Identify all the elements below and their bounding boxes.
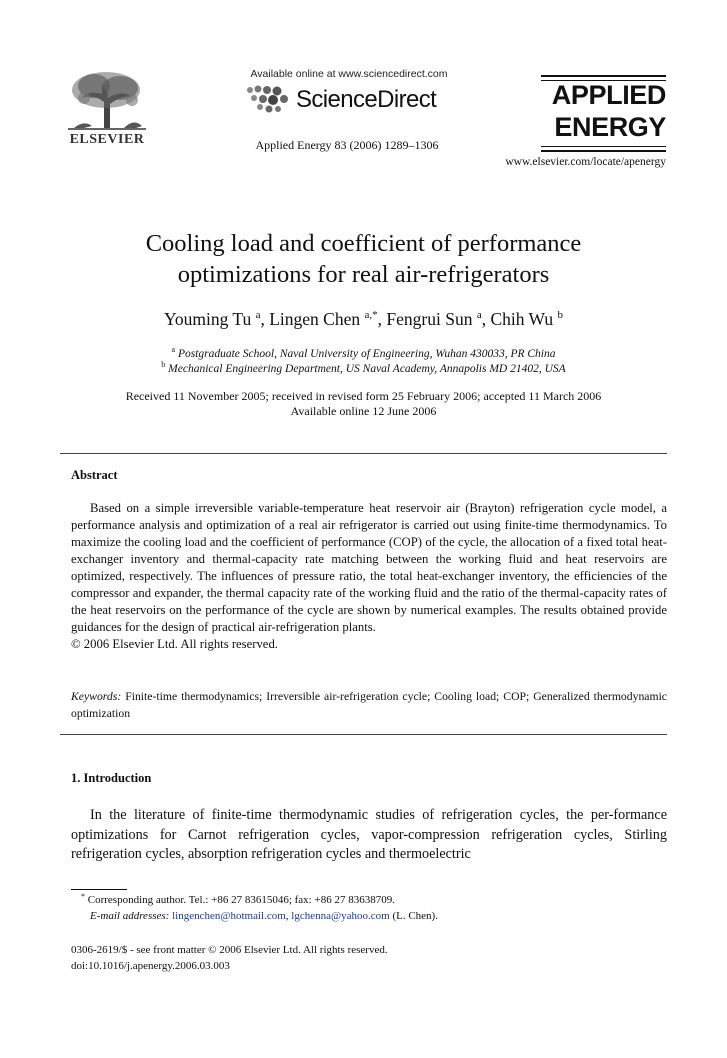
journal-url-link[interactable]: www.elsevier.com/locate/apenergy (505, 156, 666, 168)
author-name[interactable]: Chih Wu (490, 309, 554, 329)
keywords (71, 689, 667, 722)
author-separator: , (481, 309, 491, 329)
email-label: E-mail addresses: (90, 910, 170, 922)
email-link[interactable]: lgchenna@yahoo.com (291, 910, 390, 922)
email-suffix: (L. Chen). (389, 910, 438, 922)
affiliation-a (60, 345, 667, 360)
section-divider (60, 734, 667, 735)
author-name[interactable]: Fengrui Sun (386, 309, 473, 329)
article-title (60, 228, 667, 290)
author-name[interactable]: Youming Tu (163, 309, 252, 329)
sciencedirect-brand: ScienceDirect (296, 86, 437, 113)
email-link[interactable]: lingenchen@hotmail.com (172, 910, 286, 922)
affiliation-b (60, 360, 667, 375)
received-dates: Received 11 November 2005; received in revised form 25 February 2006; accepted 11 March 2006 (125, 389, 602, 403)
abstract-paragraph: Based on a simple irreversible variable-temperature heat reservoir air (Brayton) refrigeration cycle model, a performance analysis and optimization of a real air refrigerator is carried out using finite-time thermodynamics. To maximize the cooling load and the coefficient of performance (COP) of the cycle, the allocation of a fixed total heat-exchanger inventory and thermal-capacity rate matching between the working fluid and heat reservoirs are optimized, respectively. The influences of pressure ratio, the total heat-exchanger inventory, the efficiencies of the compressor and expander, the thermal capacity rate of the working fluid and the ratio of the thermal-capacity rates of the heat reservoirs on the performance of the cycle are shown by numerical examples. The results obtained provide guidances for the design of practical air-refrigeration plants. (71, 501, 667, 634)
email-footnote (90, 910, 438, 922)
author-name[interactable]: Lingen Chen (269, 309, 361, 329)
keywords-text: Finite-time thermodynamics; Irreversible air-refrigeration cycle; Cooling load; COP; Generalized thermodynamic optimization (71, 690, 667, 720)
affiliation-text: Postgraduate School, Naval University of Engineering, Wuhan 430033, PR China (177, 348, 556, 360)
introduction-heading: 1. Introduction (71, 771, 152, 785)
front-matter-notice: 0306-2619/$ - see front matter © 2006 Elsevier Ltd. All rights reserved. (71, 944, 388, 956)
keywords-label: Keywords: (71, 690, 122, 703)
abstract-heading: Abstract (71, 468, 118, 482)
brand-rule (541, 150, 666, 152)
brand-rule (541, 75, 666, 77)
author-list (60, 309, 667, 330)
journal-brand-line1: APPLIED (551, 80, 666, 110)
available-online-text: Available online at www.sciencedirect.com (250, 68, 448, 80)
sciencedirect-dots-icon (244, 84, 294, 114)
available-online-date: Available online 12 June 2006 (290, 404, 437, 418)
abstract-copyright: © 2006 Elsevier Ltd. All rights reserved. (71, 637, 278, 651)
abstract-body (71, 500, 667, 653)
affiliation-text: Mechanical Engineering Department, US Naval Academy, Annapolis MD 21402, USA (168, 363, 566, 375)
corresponding-author-text: Corresponding author. Tel.: +86 27 83615046; fax: +86 27 83638709. (87, 894, 395, 906)
title-line: Cooling load and coefficient of performance (145, 230, 582, 257)
author-separator: , (377, 309, 387, 329)
author-affiliation-mark: a (255, 309, 261, 321)
footnote-divider (71, 889, 127, 890)
footnote-mark: * (81, 892, 85, 901)
author-affiliation-mark: a (476, 309, 482, 321)
corresponding-author-footnote (81, 894, 395, 906)
title-line: optimizations for real air-refrigerators (177, 261, 550, 288)
author-separator: , (260, 309, 270, 329)
author-affiliation-mark: a,* (364, 309, 378, 321)
section-divider (60, 453, 667, 454)
author-affiliation-mark: b (557, 309, 564, 321)
affiliation-mark: b (161, 360, 166, 369)
journal-brand-line2: ENERGY (554, 112, 666, 142)
journal-reference: Applied Energy 83 (2006) 1289–1306 (255, 138, 439, 152)
introduction-paragraph: In the literature of finite-time thermodynamic studies of refrigeration cycles, the per-formance optimizations for Carnot refrigeration cycles, vapor-compression refrigeration cycles, Stirling refrigeration cycles, absorption refrigeration cycles and thermoelectric (71, 807, 667, 862)
introduction-body (71, 806, 667, 865)
brand-rule (541, 146, 666, 147)
email-separator: , (285, 910, 292, 922)
affiliation-mark: a (171, 345, 176, 354)
doi-link[interactable]: doi:10.1016/j.apenergy.2006.03.003 (71, 960, 230, 972)
publisher-logo-text: ELSEVIER (69, 132, 145, 147)
